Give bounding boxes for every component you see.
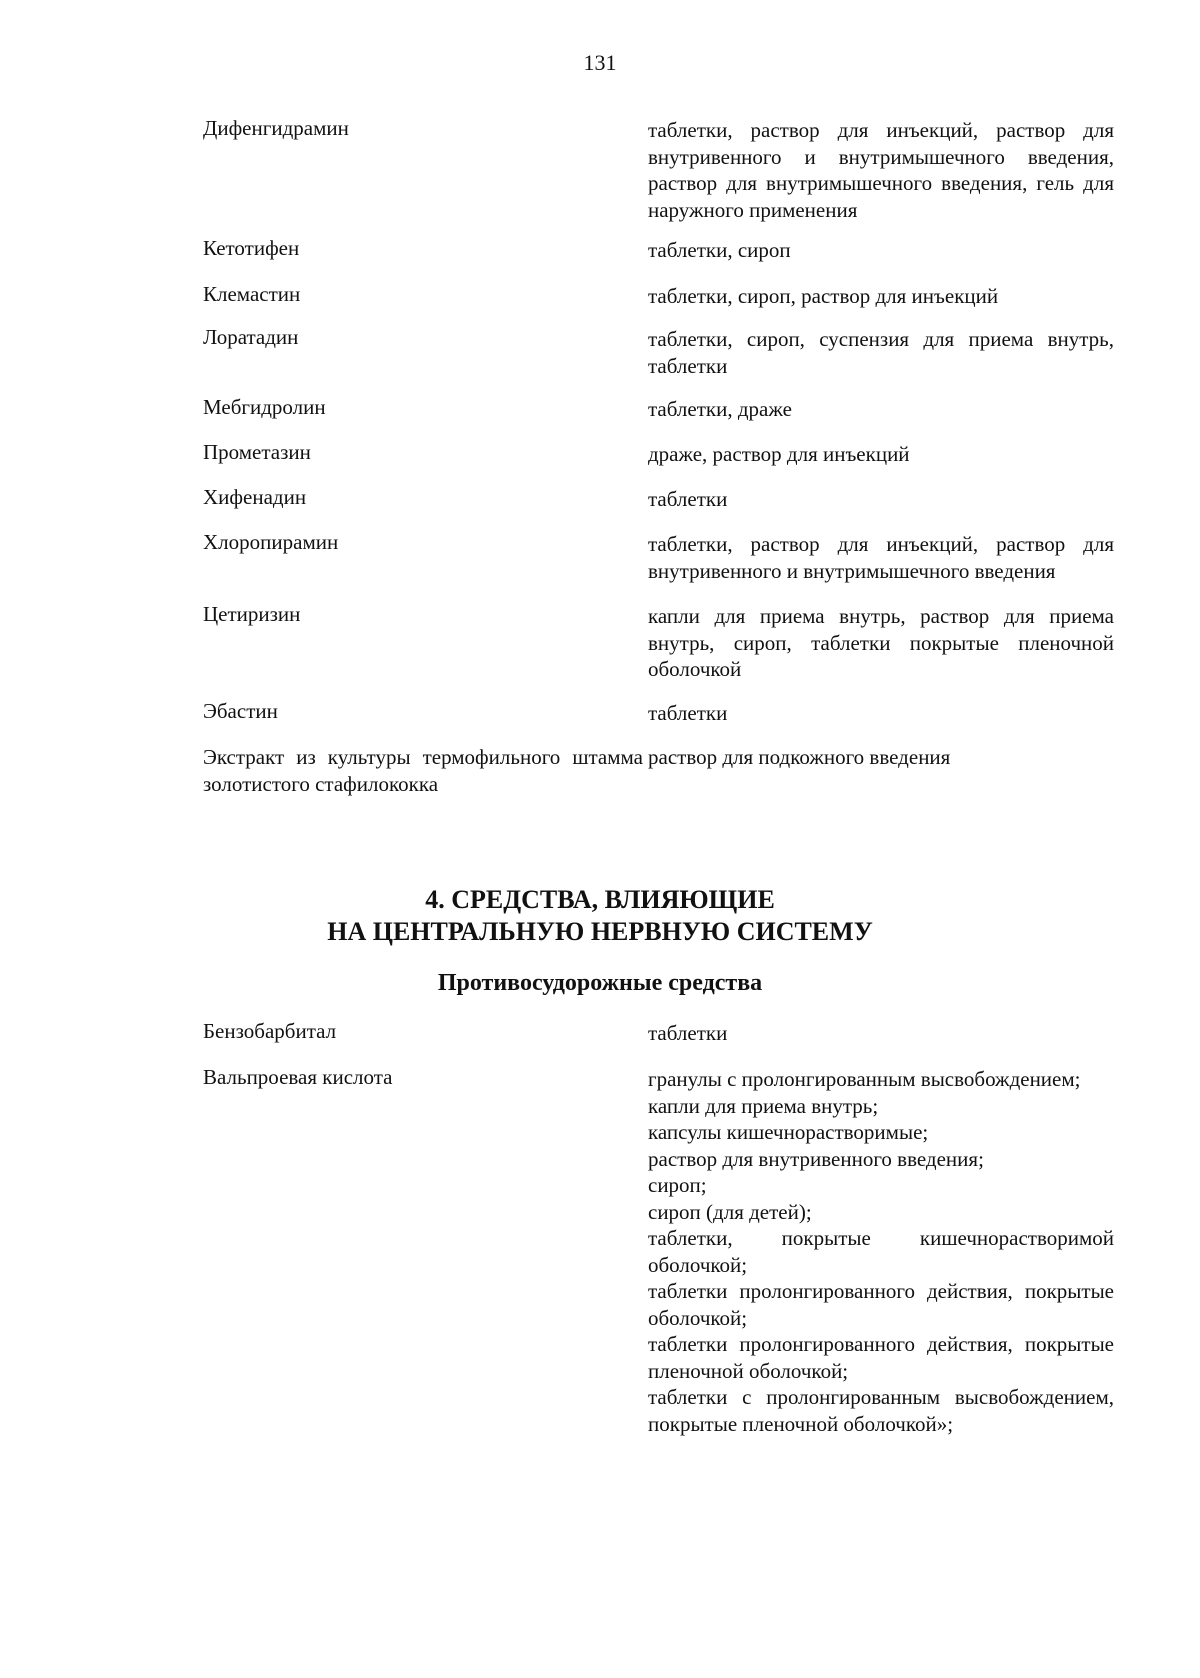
dosage-forms: таблетки	[648, 487, 728, 511]
drug-name: Мебгидролин	[203, 395, 326, 419]
drug-name: Лоратадин	[203, 325, 299, 349]
drug-name: Бензобарбитал	[203, 1019, 337, 1043]
dosage-forms: таблетки	[648, 701, 728, 725]
table-row	[203, 115, 1114, 235]
dosage-form-item: таблетки с пролонгированным высвобождением, покрытые пленочной оболочкой»;	[648, 1385, 1114, 1436]
dosage-forms: таблетки, сироп, раствор для инъекций	[648, 284, 999, 308]
drug-name: Дифенгидрамин	[203, 116, 349, 140]
dosage-form-item: капли для приема внутрь;	[648, 1093, 879, 1118]
dosage-forms: раствор для подкожного введения	[648, 745, 951, 769]
table-row	[203, 601, 1114, 698]
drug-table-anticonvulsants	[203, 1018, 1114, 1437]
dosage-form-item: таблетки, покрытые кишечнорастворимой оболочкой;	[648, 1226, 1114, 1277]
dosage-forms: таблетки, драже	[648, 397, 792, 421]
table-row	[203, 698, 1114, 744]
table-row	[203, 484, 1114, 529]
drug-name: Клемастин	[203, 282, 301, 306]
drug-name: Экстракт из культуры термофильного штамма золотистого стафилококка	[203, 745, 643, 796]
dosage-forms: таблетки, раствор для инъекций, раствор для внутривенного и внутримышечного введения, раствор для внутримышечного введения, гель для наружного применения	[648, 118, 1114, 222]
dosage-form-item: таблетки пролонгированного действия, покрытые пленочной оболочкой;	[648, 1332, 1114, 1383]
drug-table-antihistamines	[203, 115, 1114, 804]
dosage-form-item: сироп;	[648, 1173, 707, 1197]
dosage-forms-list	[648, 1066, 1114, 1437]
drug-name: Эбастин	[203, 699, 278, 723]
dosage-forms: капли для приема внутрь, раствор для приема внутрь, сироп, таблетки покрытые пленочной оболочкой	[648, 604, 1114, 681]
page-number: 131	[583, 50, 617, 75]
table-row	[203, 281, 1114, 324]
dosage-form-item: раствор для внутривенного введения;	[648, 1146, 984, 1171]
drug-name: Цетиризин	[203, 602, 301, 626]
section-heading-line-1: 4. СРЕДСТВА, ВЛИЯЮЩИЕ	[425, 885, 775, 914]
table-row	[203, 324, 1114, 394]
dosage-form-item: таблетки пролонгированного действия, покрытые оболочкой;	[648, 1279, 1114, 1330]
dosage-form-item: капсулы кишечнорастворимые;	[648, 1120, 929, 1144]
section-heading-line-2: НА ЦЕНТРАЛЬНУЮ НЕРВНУЮ СИСТЕМУ	[327, 917, 873, 946]
dosage-forms: драже, раствор для инъекций	[648, 442, 910, 466]
dosage-form-item: сироп (для детей);	[648, 1199, 812, 1224]
table-row	[203, 439, 1114, 484]
drug-name: Кетотифен	[203, 236, 300, 260]
dosage-forms: таблетки	[648, 1021, 728, 1045]
subsection-heading: Противосудорожные средства	[437, 970, 763, 996]
table-row	[203, 1018, 1114, 1064]
drug-name: Прометазин	[203, 440, 311, 464]
drug-name: Хлоропирамин	[203, 530, 339, 554]
table-row	[203, 1064, 1114, 1437]
drug-name: Вальпроевая кислота	[203, 1065, 393, 1089]
dosage-form-item: гранулы с пролонгированным высвобождением;	[648, 1067, 1081, 1091]
dosage-forms: таблетки, сироп	[648, 238, 791, 262]
table-row	[203, 529, 1114, 601]
table-row	[203, 235, 1114, 281]
table-row	[203, 744, 1114, 804]
dosage-forms: таблетки, сироп, суспензия для приема внутрь, таблетки	[648, 327, 1114, 378]
table-row	[203, 394, 1114, 439]
drug-name: Хифенадин	[203, 485, 307, 509]
dosage-forms: таблетки, раствор для инъекций, раствор для внутривенного и внутримышечного введения	[648, 532, 1114, 583]
